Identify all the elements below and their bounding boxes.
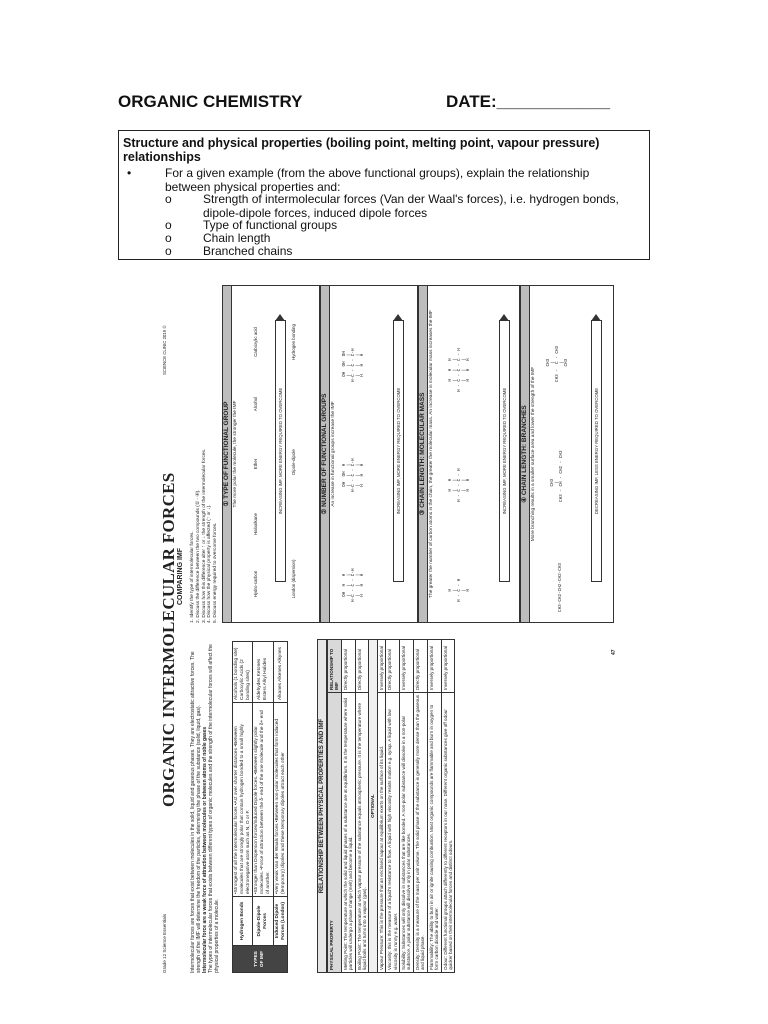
relationship-cell: Inversely proportional	[427, 640, 441, 693]
molecule-structure: H H H | | | H - C - C - C - H | | | H H H	[448, 348, 472, 392]
property-cell: Boiling Point: The temperature at which vapour pressure of the substance equals atmospheric pressure. It is the temperature where liquid boils and turns into a vapour (gas).	[355, 693, 369, 973]
imf-desc: •Stronger than Dispersion forces/Induced Dipole forces. •Between slightly polar molecules. •Force of attraction between the δ- end of the one molecule and the δ+ end of another.	[253, 703, 273, 897]
optional-label: OPTIONAL	[369, 640, 377, 973]
table-row	[233, 642, 253, 973]
curriculum-bullet-text: For a given example (from the above functional groups), explain the relationship between physical properties and:	[165, 166, 590, 194]
intro-bold: Intermolecular force are a weak force of attraction between molecules or between atoms of noble gases	[202, 726, 208, 973]
molecule-label: Alcohol	[253, 396, 258, 412]
table-row	[253, 642, 273, 973]
compare-step: 2. Discuss the difference between the two compounds (① - ④).	[195, 489, 201, 623]
sub-marker: o	[165, 244, 172, 258]
panel-branches	[520, 285, 614, 623]
date-label: DATE:____________	[446, 92, 611, 111]
molecule-structure: OH OH H | | | H-C - C - C-H | | | H H H	[342, 458, 366, 492]
worksheet-rotated	[160, 285, 620, 975]
increasing-arrow: INCREASING IMF, MORE ENERGY REQUIRED TO OVERCOME	[275, 320, 286, 582]
imf-type-label: London (dispersion)	[291, 559, 296, 599]
curriculum-heading: Structure and physical properties (boiling point, melting point, vapour pressure) relationships	[123, 136, 600, 164]
compare-step: 1. Identify the type of intermolecular forces.	[190, 531, 195, 623]
sub-item-text: Strength of intermolecular forces (Van der Waal's forces), i.e. hydrogen bonds, dipole-dipole forces, induced dipole forces	[203, 192, 619, 220]
worksheet-image	[160, 285, 620, 975]
panel-desc: The greater the number of carbon atoms in the chain, the greater the molecular mass. An increase in molecular mass increases the IMF	[429, 310, 435, 598]
panel-desc: The more polar the molecule, the stronger the IMF	[233, 400, 239, 508]
property-cell: Density: Density is a measure of the mass per unit volume. The solid phase of the substance is generally more dense than the gaseous and liquid phase.	[413, 693, 427, 973]
panel-desc: An increase in functional groups increase the IMF	[331, 401, 337, 507]
panel-title: ① TYPE OF FUNCTIONAL GROUP	[223, 286, 232, 622]
table-row	[427, 640, 441, 973]
relationship-cell: Directly proportional	[355, 640, 369, 693]
imf-name: Induced Dipole Forces (London)	[273, 897, 288, 946]
table-row	[377, 640, 385, 973]
molecule-label: Hydro-carbon	[253, 570, 258, 598]
panel-desc: More branching results in a smaller surface area and lower the strength of the IMF	[531, 366, 537, 542]
bullet-marker: •	[127, 166, 132, 180]
curriculum-sub-item	[165, 245, 633, 259]
sub-item-text: Branched chains	[203, 244, 293, 258]
table-row	[386, 640, 400, 973]
imf-name: Hydrogen Bonds	[233, 897, 253, 946]
property-cell: Flammability: The ability to burn in air or ignite causing combustion. Most organic compounds are flammable and burn in oxygen to form carbon dioxide and water.	[427, 693, 441, 973]
sub-marker: o	[165, 218, 172, 232]
compare-steps	[190, 293, 219, 623]
imf-examples: Aldehydes Ketones Esters Alkyl Halides	[253, 642, 273, 703]
page-number: 47	[611, 649, 617, 655]
property-cell: Viscosity: this is the measure of a liquid's resistance to flow. A liquid with high viscosity resists motion e.g. syrup. A liquid with low viscosity is runny e.g. water.	[386, 693, 400, 973]
table-row	[413, 640, 427, 973]
worksheet-title: ORGANIC INTERMOLECULAR FORCES	[159, 472, 178, 807]
table-row	[441, 640, 455, 973]
imf-examples: Alcohols (1 bonding site) Carboxylic Acids (2 bonding sites)	[233, 642, 253, 703]
molecule-structure: CH3 | CH3 - C - CH3 | CH3	[546, 345, 570, 382]
molecule-label: Haloalkane	[253, 513, 258, 535]
molecule-structure: H | H - C - H | H	[448, 578, 472, 602]
table-row	[400, 640, 414, 973]
sub-marker: o	[165, 231, 172, 245]
relationship-title: RELATIONSHIP BETWEEN PHYSICAL PROPERTIES AND IMF	[317, 639, 327, 973]
panel-title: ② NUMBER OF FUNCTIONAL GROUPS	[321, 286, 330, 622]
compare-step: 4. Discuss how the physical property is affected (↑ or ↓).	[207, 504, 213, 623]
molecule-label: Ether	[253, 458, 258, 470]
property-cell: Odour: Different functional groups attach differently to different receptors in our nose. Different organic substances give off odour quicker based on their intermolecular forces and distinct odours.	[441, 693, 455, 973]
decreasing-arrow: DECREASING IMF, LESS ENERGY REQUIRED TO OVERCOME	[591, 320, 602, 582]
property-cell: Vapour Pressure: This is the pressure that an enclosed vapour at equilibrium exerts on the surface of its liquid.	[377, 693, 385, 973]
panel-title: ③ CHAIN LENGTH: MOLECULAR MASS	[419, 286, 428, 622]
property-cell: Melting Point: The temperature at which the solid and liquid phases of a substance are at equilibrium. It is the temperature where solid particles will undergo a phase change (melt) and become a liquid.	[341, 693, 355, 973]
panel-chain-length	[418, 285, 520, 623]
col-header: PHYSICAL PROPERTY	[328, 693, 342, 973]
panel-functional-group	[222, 285, 320, 623]
molecule-structure: CH3-CH2-CH2-CH2-CH3	[558, 563, 563, 612]
sub-item-text: Type of functional groups	[203, 218, 338, 232]
imf-desc: •Very weak Van der Waals forces •Between non-polar molecules that form induced (temporary) dipoles and these temporary dipoles attract each other	[273, 703, 288, 897]
molecule-structure: OH H H | | | H-C - C - C-H | | | H H H	[342, 568, 366, 602]
table-row	[341, 640, 355, 973]
relationship-table	[327, 639, 455, 973]
imf-examples: Alkanes Alkenes Alkynes	[273, 642, 288, 703]
curriculum-box	[118, 130, 650, 260]
page-title: ORGANIC CHEMISTRY	[118, 92, 303, 111]
imf-types-table	[232, 641, 288, 973]
page-header	[118, 92, 650, 118]
molecule-structure: OH OH OH | | | H-C - C - C-H | | | H H H	[342, 348, 366, 382]
relationship-cell: Inversely proportional	[400, 640, 414, 693]
intro-text-2: The types of intermolecular forces that exists between different types of organic molecules and the strength of the intermolecular forces will affect the physical properties of a molecule.	[208, 644, 220, 973]
curriculum-sub-item	[165, 193, 633, 220]
compare-step: 3. Discuss how this difference alter ↑ or ↓ the strength of the intermolecular forces.	[201, 448, 207, 623]
imf-type-label: Dipole-dipole	[291, 449, 296, 475]
grade-label: Grade 12 Science Essentials	[162, 914, 167, 973]
table-row	[273, 642, 288, 973]
relationship-cell: Directly proportional	[413, 640, 427, 693]
increasing-arrow: INCREASING IMF, MORE ENERGY REQUIRED TO OVERCOME	[499, 320, 510, 582]
intro-text: Intermolecular forces are forces that exist between molecules in the solid, liquid and gaseous phases. They are electrostatic attractive forces. The strength of the IMF will determine the freedom of the particles, determining the phase of the substance (solid, liquid, gas).	[190, 651, 202, 973]
property-cell: Solubility: Substances will only dissolve in substances that are like bonded. A non-polar substance will dissolve in a non-polar substance. A polar substance will dissolve only in polar substances.	[400, 693, 414, 973]
col-header: RELATIONSHIP TO IMF	[328, 640, 342, 693]
relationship-cell: Inversely proportional	[377, 640, 385, 693]
sub-item-text: Chain length	[203, 231, 271, 245]
relationship-cell: Directly proportional	[386, 640, 400, 693]
molecule-label: Carboxylic acid	[253, 327, 258, 357]
worksheet-intro	[190, 643, 220, 973]
relationship-cell: Directly proportional	[341, 640, 355, 693]
types-side-label: TYPES OF IMF	[233, 946, 288, 973]
sub-marker: o	[165, 192, 172, 206]
optional-row	[369, 640, 377, 973]
molecule-structure: CH3 | CH3 - CH - CH2 - CH3	[550, 450, 565, 502]
publisher-label: SCIENCE CLINIC 2019 ©	[162, 325, 167, 375]
relationship-cell: Inversely proportional	[441, 640, 455, 693]
compare-step: 5. Discuss energy required to overcome forces.	[213, 522, 219, 623]
panel-number-groups	[320, 285, 418, 623]
panel-title: ④ CHAIN LENGTH: BRANCHES	[521, 286, 530, 622]
imf-desc: •Strongest of all the intermolecular forces •Act over shorter distances •Between molecules that are strongly polar that contain hydrogen bonded to a small highly electronegative atom such as N, O or F.	[233, 703, 253, 897]
table-row	[355, 640, 369, 973]
imf-type-label: Hydrogen bonding	[291, 324, 296, 360]
imf-name: Dipole-Dipole Forces	[253, 897, 273, 946]
increasing-arrow: INCREASING IMF, MORE ENERGY REQUIRED TO OVERCOME	[393, 320, 404, 582]
molecule-structure: H H | | H - C - C - H | | H H	[448, 468, 472, 502]
table-header-row	[328, 640, 342, 973]
compare-title: COMPARING IMF	[177, 547, 184, 605]
